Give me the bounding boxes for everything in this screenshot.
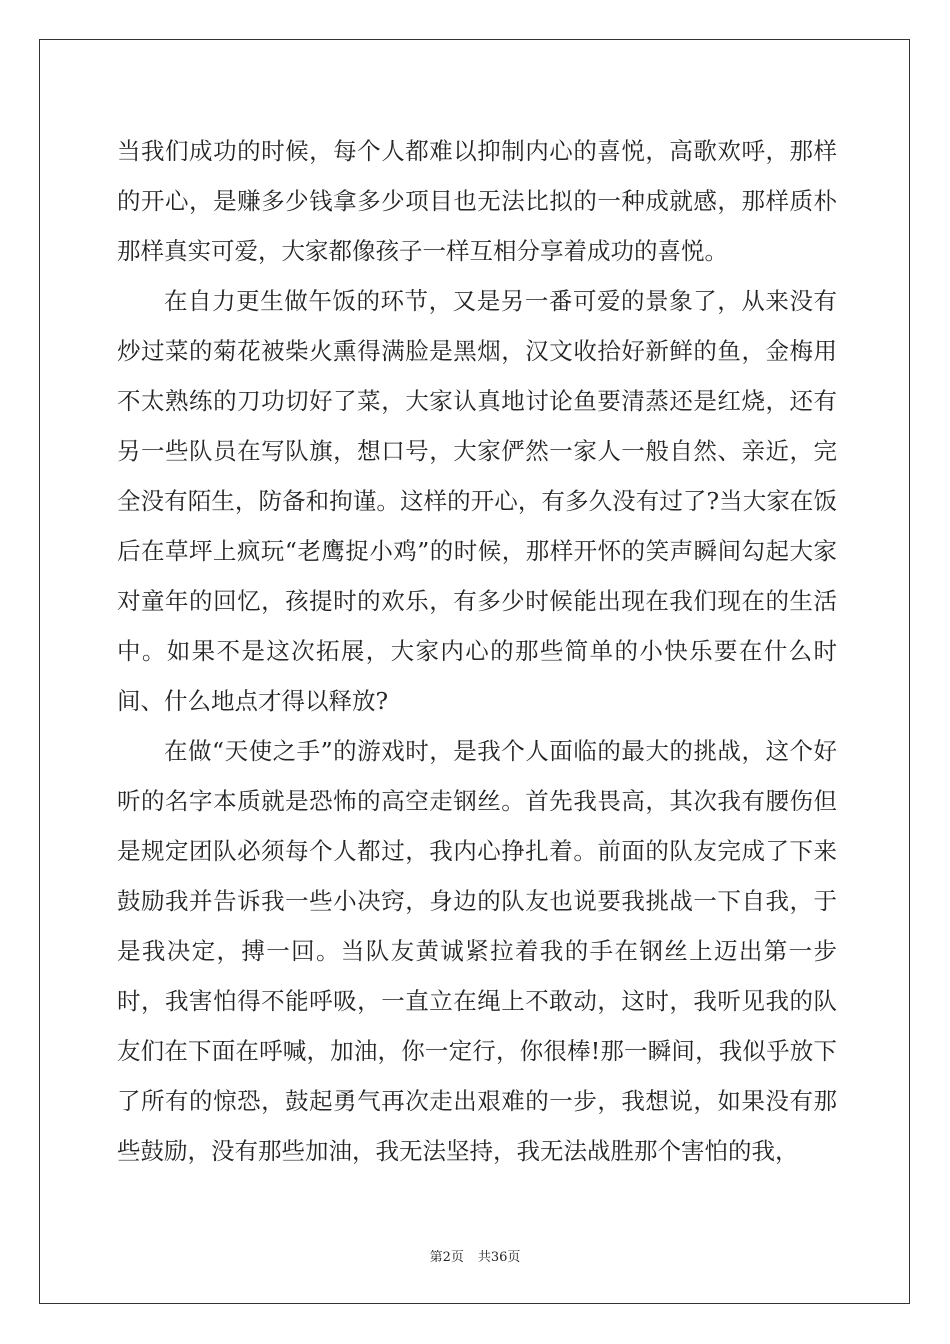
page-footer bbox=[0, 1246, 950, 1265]
document-body bbox=[117, 126, 837, 1176]
page-total: 共36页 bbox=[477, 1250, 521, 1265]
page-number: 第2页 bbox=[429, 1250, 464, 1265]
paragraph-2: 在自力更生做午饭的环节，又是另一番可爱的景象了，从来没有炒过菜的菊花被柴火熏得满脸是黑烟，汉文收拾好新鲜的鱼，金梅用不太熟练的刀功切好了菜，大家认真地讨论鱼要清蒸还是红烧，还有另一些队员在写队旗，想口号，大家俨然一家人一般自然、亲近，完全没有陌生，防备和拘谨。这样的开心，有多久没有过了?当大家在饭后在草坪上疯玩“老鹰捉小鸡”的时候，那样开怀的笑声瞬间勾起大家对童年的回忆，孩提时的欢乐，有多少时候能出现在我们现在的生活中。如果不是这次拓展，大家内心的那些简单的小快乐要在什么时间、什么地点才得以释放? bbox=[117, 287, 837, 715]
paragraph-3: 在做“天使之手”的游戏时，是我个人面临的最大的挑战，这个好听的名字本质就是恐怖的高空走钢丝。首先我畏高，其次我有腰伤但是规定团队必须每个人都过，我内心挣扎着。前面的队友完成了下来鼓励我并告诉我一些小决窍，身边的队友也说要我挑战一下自我，于是我决定，搏一回。当队友黄诚紧拉着我的手在钢丝上迈出第一步时，我害怕得不能呼吸，一直立在绳上不敢动，这时，我听见我的队友们在下面在呼喊，加油，你一定行，你很棒!那一瞬间，我似乎放下了所有的惊恐，鼓起勇气再次走出艰难的一步，我想说，如果没有那些鼓励，没有那些加油，我无法坚持，我无法战胜那个害怕的我， bbox=[117, 737, 837, 1165]
paragraph-1: 当我们成功的时候，每个人都难以抑制内心的喜悦，高歌欢呼，那样的开心，是赚多少钱拿多少项目也无法比拟的一种成就感，那样质朴那样真实可爱，大家都像孩子一样互相分享着成功的喜悦。 bbox=[117, 137, 837, 265]
